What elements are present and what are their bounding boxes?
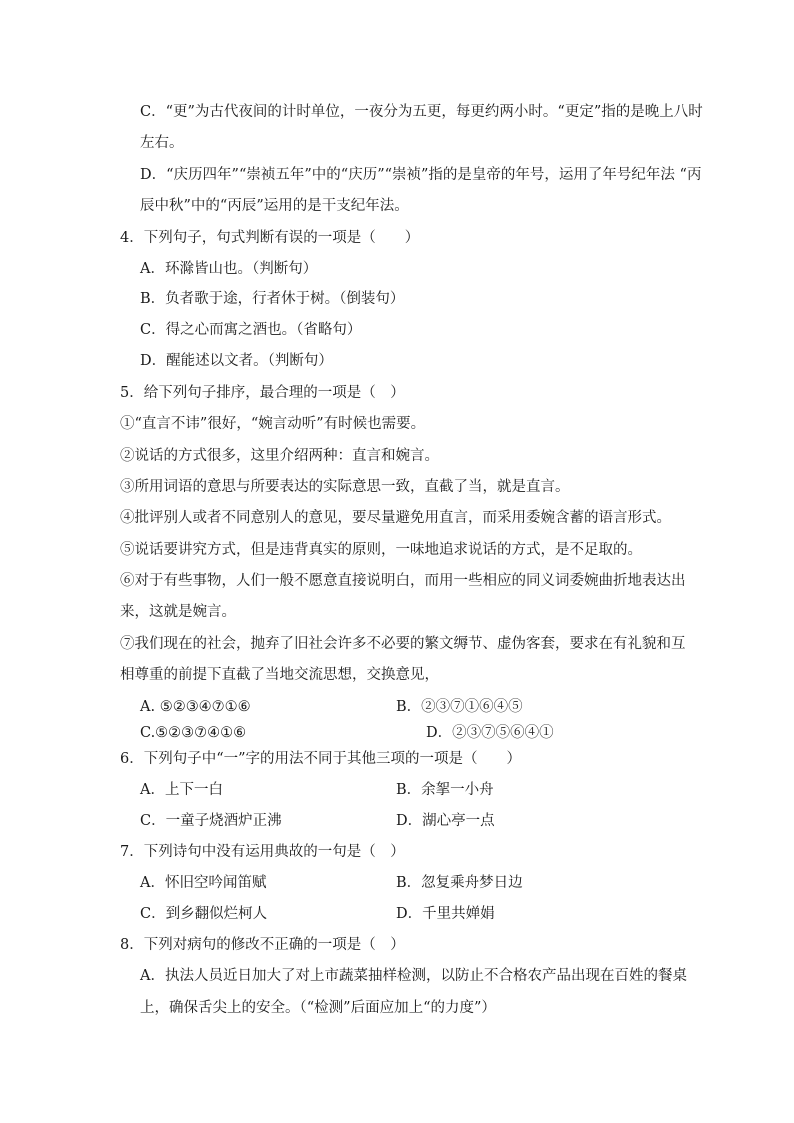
q6-option-a: A．上下一白 [140, 782, 223, 798]
q6-option-b: B．余挐一小舟 [396, 782, 494, 798]
q5-option-c: C.⑤②③⑦④①⑥ [140, 725, 247, 741]
q5-option-d: D．②③⑦⑤⑥④① [426, 725, 554, 741]
q6-option-c: C．一童子烧酒炉正沸 [140, 813, 282, 829]
q5-sentence-4: ④批评别人或者不同意别人的意见，要尽量避免用直言，而采用委婉含蓄的语言形式。 [120, 510, 671, 526]
q5-sentence-7-line1: ⑦我们现在的社会，抛弃了旧社会许多不必要的繁文缛节、虚伪客套，要求在有礼貌和互 [120, 636, 686, 652]
q5-stem: 5．给下列句子排序，最合理的一项是（ ） [120, 385, 405, 401]
q6-stem: 6．下列句子中“一”字的用法不同于其他三项的一项是（ ） [120, 751, 522, 767]
q7-option-c: C．到乡翻似烂柯人 [140, 906, 268, 922]
q8-option-a-line1: A．执法人员近日加大了对上市蔬菜抽样检测，以防止不合格农产品出现在百姓的餐桌 [140, 968, 687, 984]
q5-sentence-2: ②说话的方式很多，这里介绍两种：直言和婉言。 [120, 448, 439, 464]
q5-sentence-1: ①“直言不讳”很好，“婉言动听”有时候也需要。 [120, 416, 426, 432]
q8-option-a-line2: 上，确保舌尖上的安全。（“检测”后面应加上“的力度”） [140, 1000, 496, 1016]
q4-option-a: A．环滁皆山也。（判断句） [140, 261, 318, 277]
q7-option-a: A．怀旧空吟闻笛赋 [140, 875, 267, 891]
q5-sentence-6-line2: 来，这就是婉言。 [120, 604, 236, 620]
q5-sentence-7-line2: 相尊重的前提下直截了当地交流思想，交换意见， [120, 667, 439, 683]
q3-option-c-line1: C．“更”为古代夜间的计时单位，一夜分为五更，每更约两小时。“更定”指的是晚上八时 [140, 104, 703, 120]
q3-option-c-line2: 左右。 [140, 135, 184, 151]
q5-sentence-6-line1: ⑥对于有些事物，人们一般不愿意直接说明白，而用一些相应的同义词委婉曲折地表达出 [120, 573, 686, 589]
q5-option-b: B．②③⑦①⑥④⑤ [396, 699, 523, 715]
q7-option-d: D．千里共婵娟 [396, 906, 495, 922]
q5-option-a: A. ⑤②③④⑦①⑥ [140, 699, 251, 715]
q3-option-d-line1: D．“庆历四年”“崇祯五年”中的“庆历”“崇祯”指的是皇帝的年号，运用了年号纪年法 “丙 [140, 167, 702, 183]
q7-stem: 7．下列诗句中没有运用典故的一句是（ ） [120, 844, 405, 860]
q8-stem: 8．下列对病句的修改不正确的一项是（ ） [120, 937, 405, 953]
q4-option-b: B．负者歌于途，行者休于树。（倒装句） [140, 291, 405, 307]
q4-option-d: D．醒能述以文者。（判断句） [140, 353, 333, 369]
q5-sentence-3: ③所用词语的意思与所要表达的实际意思一致，直截了当，就是直言。 [120, 479, 570, 495]
q3-option-d-line2: 辰中秋”中的“丙辰”运用的是干支纪年法。 [140, 198, 409, 214]
q4-option-c: C．得之心而寓之酒也。（省略句） [140, 322, 362, 338]
q7-option-b: B．忽复乘舟梦日边 [396, 875, 523, 891]
q5-sentence-5: ⑤说话要讲究方式，但是违背真实的原则，一味地追求说话的方式，是不足取的。 [120, 542, 642, 558]
q4-stem: 4．下列句子，句式判断有误的一项是（ ） [120, 230, 420, 246]
q6-option-d: D．湖心亭一点 [396, 813, 495, 829]
